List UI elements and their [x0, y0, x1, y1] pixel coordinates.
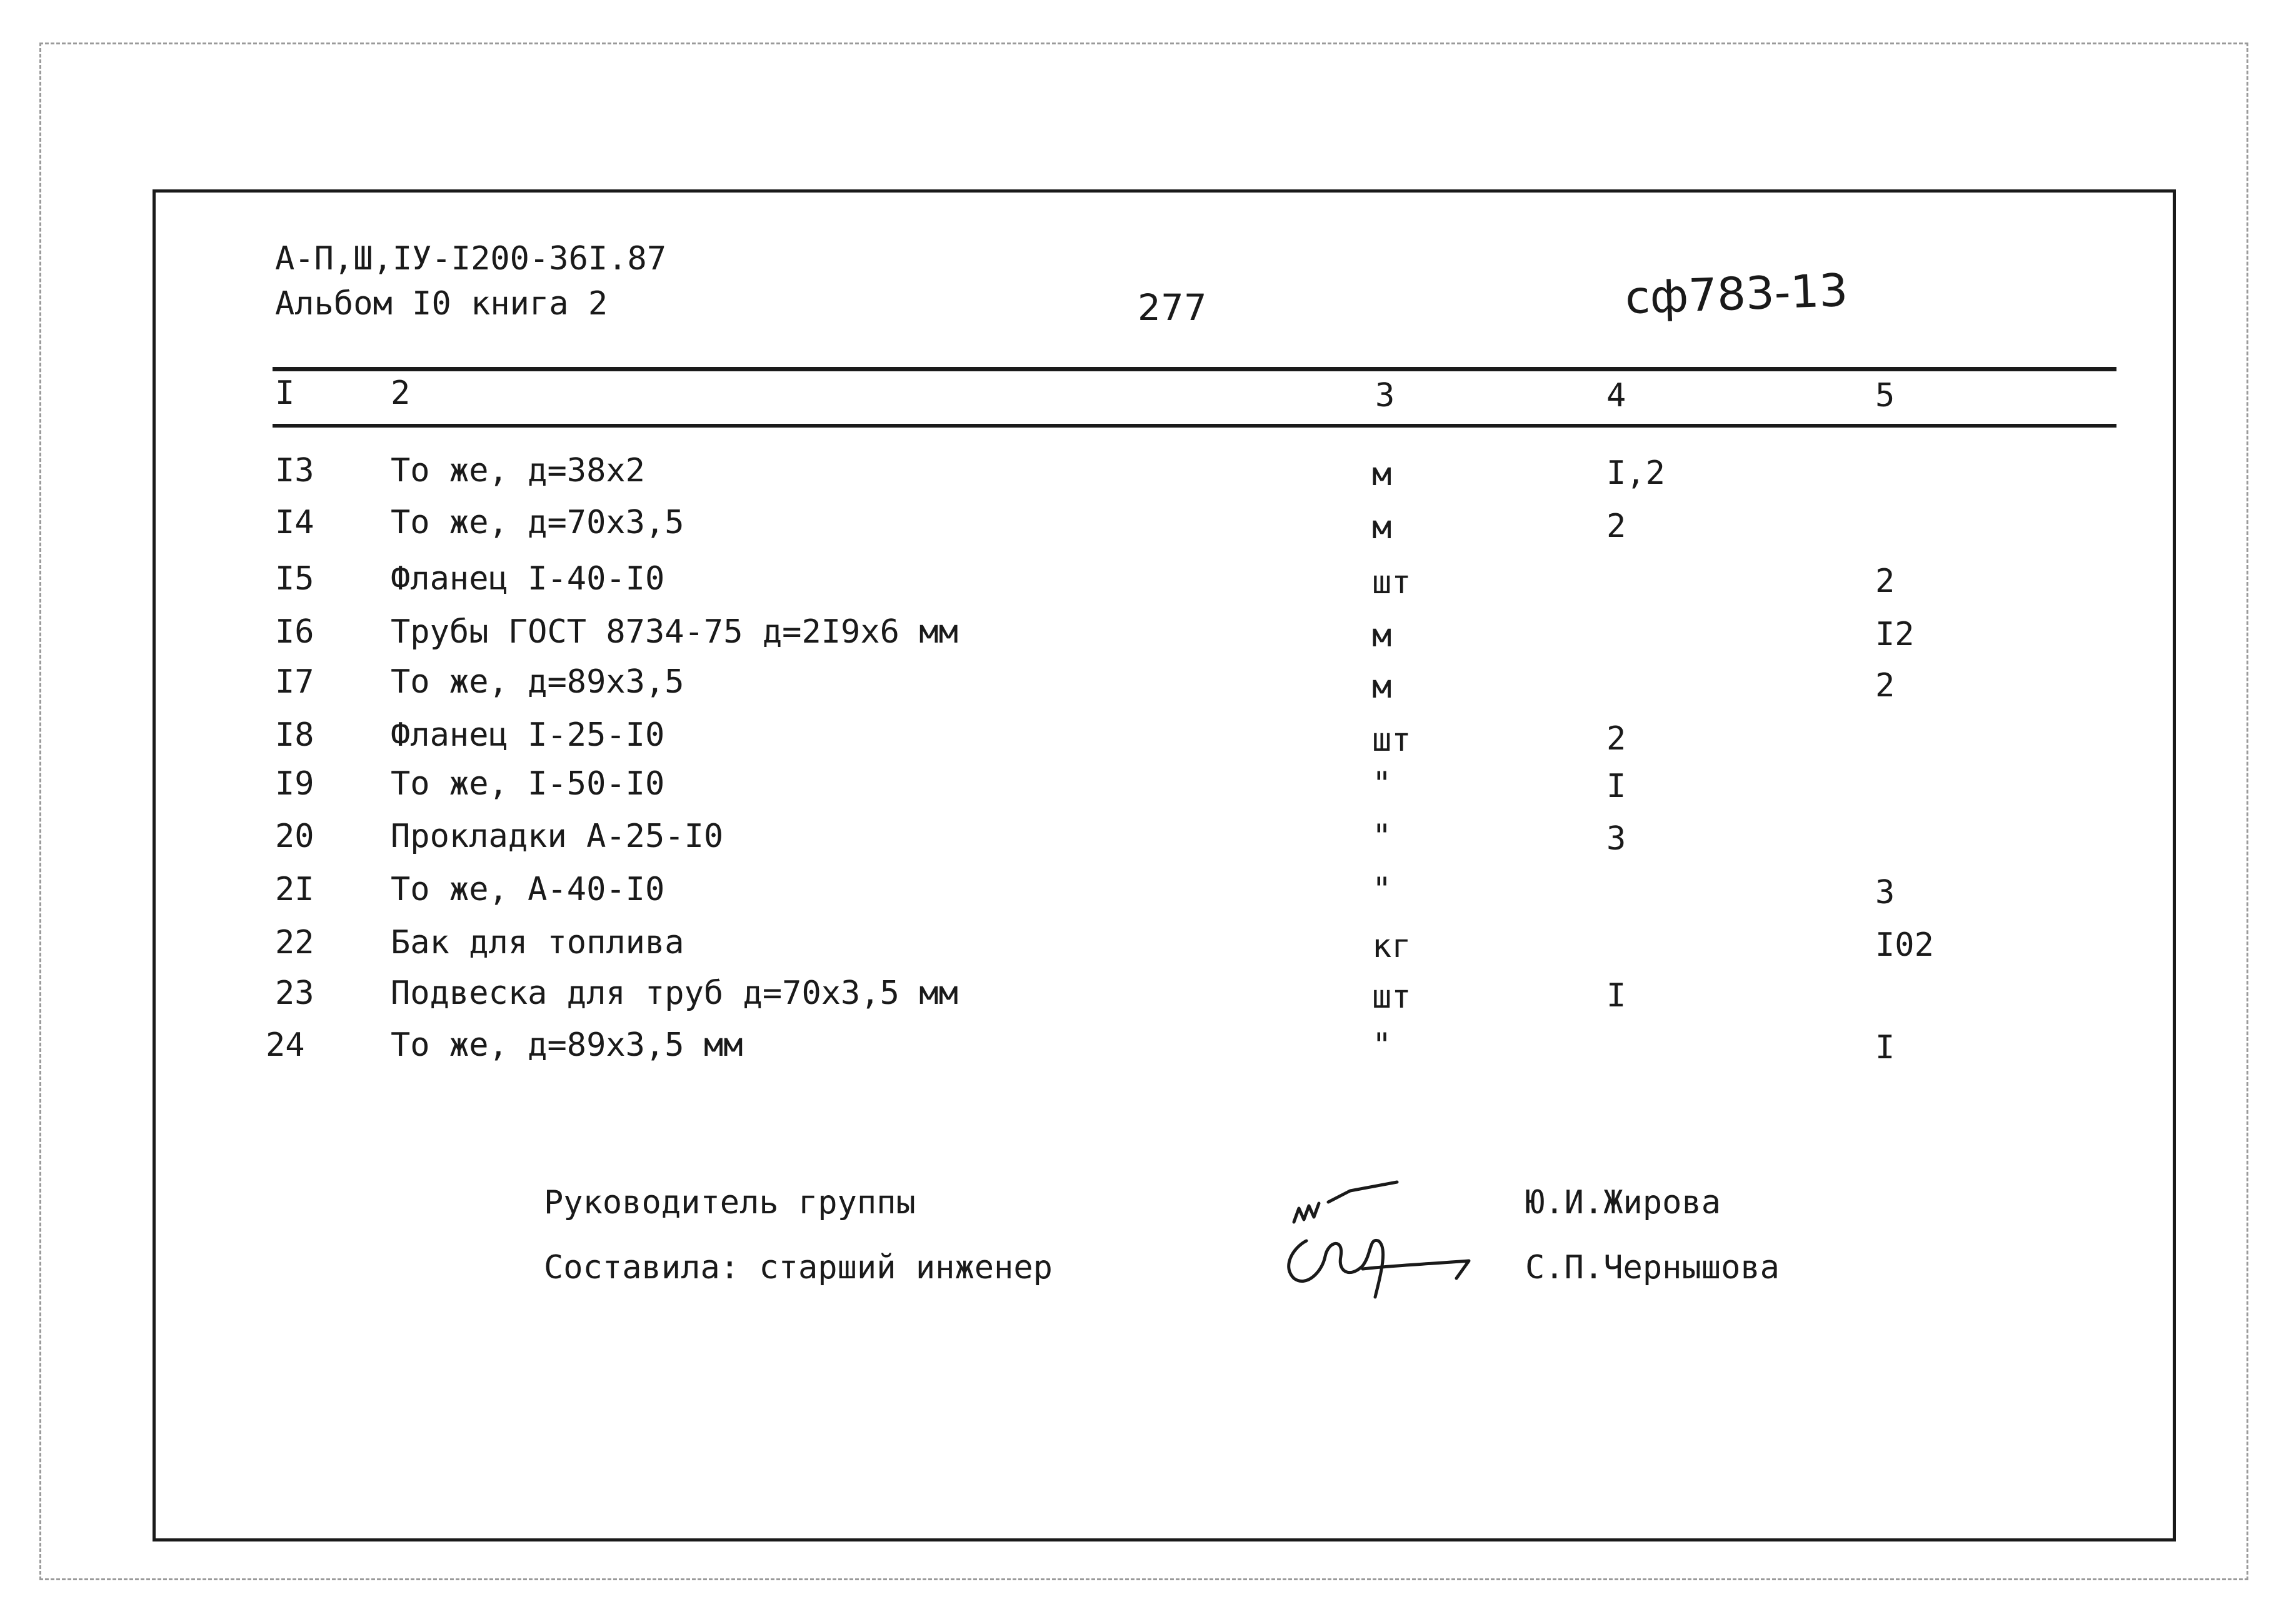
column-header-3: 3 — [1375, 377, 1395, 414]
item-name: Подвеска для труб д=70х3,5 мм — [391, 975, 958, 1012]
column-header-2: 2 — [391, 374, 411, 412]
unit: " — [1372, 871, 1392, 908]
item-name: Прокладки А-25-I0 — [391, 818, 724, 855]
document-designation: А-П,Ш,IУ-I200-36I.87 — [275, 240, 667, 278]
quantity-col5: 3 — [1875, 874, 1895, 911]
album-info: Альбом I0 книга 2 — [275, 285, 608, 323]
row-number: 24 — [266, 1026, 305, 1064]
item-name: То же, д=38х2 — [391, 452, 645, 489]
row-number: 22 — [275, 924, 314, 961]
row-number: I3 — [275, 452, 314, 489]
signature-name-1: Ю.И.Жирова — [1525, 1184, 1721, 1221]
unit: " — [1372, 818, 1392, 855]
unit: м — [1372, 456, 1392, 493]
item-name: То же, д=89х3,5 — [391, 663, 684, 701]
item-name: Трубы ГОСТ 8734-75 д=2I9х6 мм — [391, 613, 958, 651]
item-name: То же, I-50-I0 — [391, 765, 665, 803]
item-name: Бак для топлива — [391, 924, 684, 961]
signature-stroke-dash — [1328, 1182, 1397, 1202]
unit: м — [1372, 668, 1392, 706]
document-code: сф783-13 — [1624, 263, 1849, 324]
unit: " — [1372, 1026, 1392, 1064]
unit: кг — [1372, 928, 1411, 965]
drawing-frame — [153, 189, 2176, 1541]
row-number: I6 — [275, 613, 314, 651]
quantity-col5: 2 — [1875, 563, 1895, 600]
column-header-1: I — [275, 374, 295, 412]
quantity-col4: 3 — [1606, 820, 1626, 858]
table-header-rule — [273, 424, 2116, 428]
unit: шт — [1372, 978, 1411, 1016]
signature-name-2: С.П.Чернышова — [1525, 1249, 1780, 1286]
quantity-col4: I — [1606, 977, 1626, 1015]
item-name: То же, д=89х3,5 мм — [391, 1026, 743, 1064]
quantity-col5: I — [1875, 1029, 1895, 1066]
quantity-col4: 2 — [1606, 720, 1626, 758]
item-name: То же, д=70х3,5 — [391, 504, 684, 541]
item-name: То же, А-40-I0 — [391, 871, 665, 908]
row-number: I9 — [275, 765, 314, 803]
unit: " — [1372, 765, 1392, 803]
unit: м — [1372, 509, 1392, 546]
row-number: 2I — [275, 871, 314, 908]
quantity-col5: 2 — [1875, 667, 1895, 704]
handwritten-signature — [1269, 1178, 1481, 1310]
row-number: 23 — [275, 975, 314, 1012]
signature-stroke-upper — [1294, 1203, 1319, 1222]
row-number: I5 — [275, 560, 314, 598]
quantity-col5: I02 — [1875, 926, 1934, 964]
item-name: Фланец I-40-I0 — [391, 560, 665, 598]
column-header-5: 5 — [1875, 377, 1895, 414]
page-number: 277 — [1138, 286, 1207, 329]
quantity-col4: 2 — [1606, 508, 1626, 545]
item-name: Фланец I-25-I0 — [391, 716, 665, 754]
unit: шт — [1372, 721, 1411, 759]
row-number: 20 — [275, 818, 314, 855]
quantity-col4: I — [1606, 768, 1626, 805]
row-number: I4 — [275, 504, 314, 541]
signature-role-1: Руководитель группы — [544, 1184, 916, 1221]
row-number: I7 — [275, 663, 314, 701]
signature-role-2: Составила: старший инженер — [544, 1249, 1053, 1286]
quantity-col5: I2 — [1875, 616, 1915, 653]
column-header-4: 4 — [1606, 377, 1626, 414]
quantity-col4: I,2 — [1606, 454, 1665, 492]
unit: м — [1372, 617, 1392, 654]
unit: шт — [1372, 564, 1411, 601]
row-number: I8 — [275, 716, 314, 754]
table-top-rule — [273, 367, 2116, 371]
